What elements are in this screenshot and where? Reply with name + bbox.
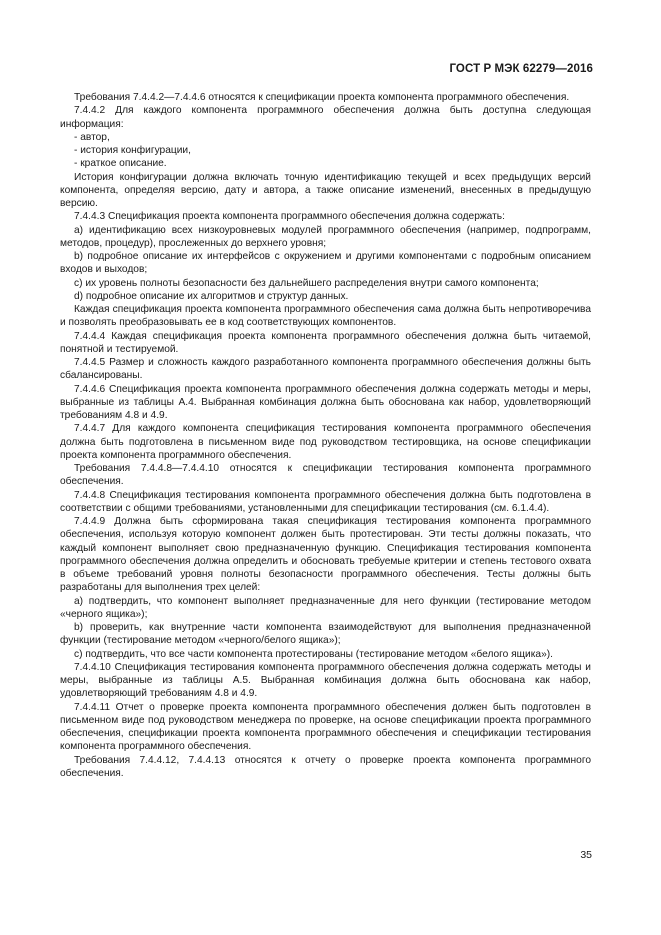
list-item: - история конфигурации,	[74, 145, 191, 156]
list-item: b) подробное описание их интерфейсов с окружением и другими компонентами с подробным описанием входов и выходов;	[60, 251, 591, 276]
paragraph: 7.4.4.7 Для каждого компонента спецификация тестирования компонента программного обеспечения должна быть подготовлена в письменном виде под руководством тестировщика, на основе спецификации проекта компонента программного обеспечения.	[60, 423, 591, 461]
list-item: - краткое описание.	[74, 158, 167, 170]
list-item: a) подтвердить, что компонент выполняет предназначенные для него функции (тестирование методом «черного ящика»);	[60, 595, 591, 620]
paragraph: 7.4.4.10 Спецификация тестирования компонента программного обеспечения должна содержать методы и меры, выбранные из таблицы А.5. Выбранная комбинация должна быть обоснована как набор, удовлетворяющий требованиям 4.8 и 4.9.	[60, 661, 591, 700]
list-item: a) идентификацию всех низкоуровневых модулей программного обеспечения (например, подпрограмм, методов, процедур), прослеженных до верхнего уровня;	[60, 224, 591, 249]
paragraph: История конфигурации должна включать точную идентификацию текущей и всех предыдущих версий компонента, определяя версию, дату и автора, а также описание изменений, внесенных в предыдущую версию.	[60, 171, 591, 209]
paragraph: 7.4.4.4 Каждая спецификация проекта компонента программного обеспечения должна быть читаемой, понятной и тестируемой.	[60, 330, 591, 355]
paragraph: 7.4.4.8 Спецификация тестирования компонента программного обеспечения должна быть подготовлена в соответствии с общими требованиями, установленными для спецификации тестирования (см. 6.1.4.4).	[60, 489, 591, 514]
paragraph: 7.4.4.11 Отчет о проверке проекта компонента программного обеспечения должен быть подготовлен в письменном виде под руководством менеджера по проверке, на основе спецификации проекта программного обеспечения, спецификации проекта компонента программного обеспечения и спецификации тестирования компонента программного обеспечения.	[60, 701, 591, 753]
paragraph: Требования 7.4.4.8—7.4.4.10 относятся к спецификации тестирования компонента программного обеспечения.	[60, 463, 591, 488]
paragraph: Требования 7.4.4.12, 7.4.4.13 относятся к отчету о проверке проекта компонента программного обеспечения.	[60, 754, 591, 779]
paragraph: Требования 7.4.4.2—7.4.4.6 относятся к спецификации проекта компонента программного обеспечения.	[74, 92, 570, 103]
standard-header: ГОСТ Р МЭК 62279—2016	[449, 63, 593, 75]
list-item: b) проверить, как внутренние части компонента взаимодействуют для выполнения предназначенной функции (тестирование методом «черного/белого ящика»);	[60, 622, 591, 647]
paragraph: 7.4.4.5 Размер и сложность каждого разработанного компонента программного обеспечения должны быть сбалансированы.	[60, 357, 591, 382]
paragraph: Каждая спецификация проекта компонента программного обеспечения сама должна быть непротиворечива и позволять преобразовывать ее в код соответствующих компонентов.	[60, 304, 591, 329]
list-item: - автор,	[74, 131, 110, 143]
list-item: d) подробное описание их алгоритмов и структур данных.	[74, 290, 349, 302]
paragraph: 7.4.4.6 Спецификация проекта компонента программного обеспечения должна содержать методы и меры, выбранные из таблицы А.4. Выбранная комбинация должна быть обоснована как набор, удовлетворяющий требованиям 4.8 и 4.9.	[60, 383, 591, 421]
paragraph: 7.4.4.3 Спецификация проекта компонента программного обеспечения должна содержать:	[74, 211, 505, 223]
page-number: 35	[580, 849, 592, 861]
list-item: c) их уровень полноты безопасности без дальнейшего распределения внутри самого компонента;	[74, 277, 539, 289]
list-item: c) подтвердить, что все части компонента протестированы (тестирование методом «белого ящика»).	[74, 648, 553, 660]
paragraph: 7.4.4.9 Должна быть сформирована такая спецификация тестирования компонента программного обеспечения, используя которую компонент должен быть протестирован. Эти тесты должны показать, что каждый компонент выполняет свою предназначенную функцию. Спецификация тестирования компонента программного обеспечения должна определить и обосновать требуемые критерии и степень тестового охвата в объеме требований уровня полноты безопасности программного обеспечения. Тесты должны быть разработаны для выполнения трех целей:	[60, 516, 591, 594]
paragraph: 7.4.4.2 Для каждого компонента программного обеспечения должна быть доступна следующая информация:	[60, 105, 591, 130]
body-text	[60, 91, 591, 780]
